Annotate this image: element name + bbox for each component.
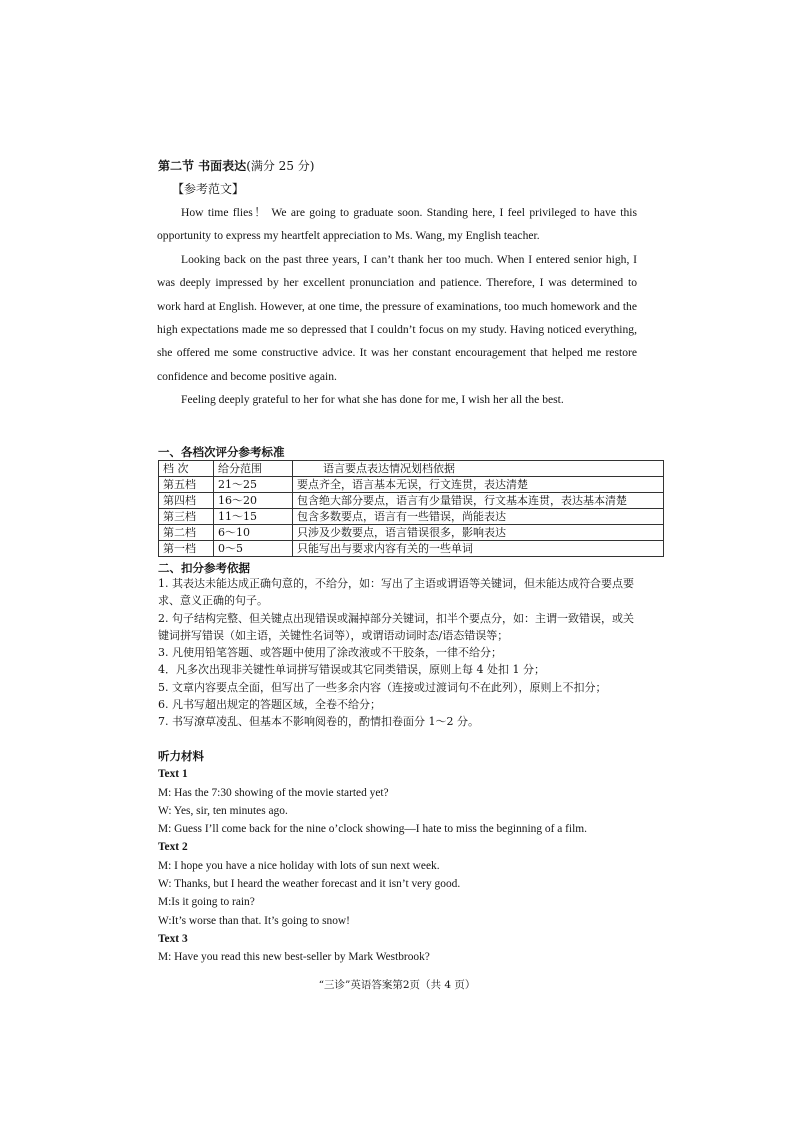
table-cell: 包含多数要点，语言有一些错误，尚能表达	[293, 509, 664, 525]
dialogue-line: M: Have you read this new best-seller by Mark Westbrook?	[158, 951, 430, 964]
table-cell: 要点齐全，语言基本无误，行文连贯，表达清楚	[293, 477, 664, 493]
rule-item: 3. 凡使用铅笔答题、或答题中使用了涂改液或不干胶条，一律不给分；	[158, 646, 502, 660]
reference-essay	[157, 201, 637, 412]
table-header: 档 次	[159, 461, 214, 477]
listening-material	[158, 747, 658, 967]
table-cell: 第四档	[159, 493, 214, 509]
rule-item: 2. 句子结构完整、但关键点出现错误或漏掉部分关键词，扣半个要点分，如：主谓一致错误，或关键词拼写错误（如主语，关键性名词等），或谓语动词时态/语态错误等；	[158, 611, 634, 642]
rule-item: 4．凡多次出现非关键性单词拼写错误或其它同类错误，原则上每 4 处扣 1 分；	[158, 663, 545, 677]
dialogue-line: M: I hope you have a nice holiday with lots of sun next week.	[158, 859, 440, 872]
text-title: Text 1	[158, 768, 188, 781]
text-title: Text 3	[158, 932, 188, 945]
page-footer: “三诊”英语答案第2页（共 4 页）	[318, 979, 476, 991]
table-header-row	[159, 461, 664, 477]
writing-section-title	[158, 157, 314, 174]
reference-essay-heading: 【参考范文】	[172, 182, 245, 196]
rule-item: 1. 其表达未能达成正确句意的，不给分，如：写出了主语或谓语等关键词，但未能达成符合要点要求、意义正确的句子。	[158, 577, 634, 608]
writing-score-note: (满分 25 分)	[246, 159, 315, 173]
text-title: Text 2	[158, 841, 188, 854]
table-row	[159, 493, 664, 509]
dialogue-line: W: Thanks, but I heard the weather forecast and it isn’t very good.	[158, 878, 461, 891]
dialogue-line: M:Is it going to rain?	[158, 896, 255, 909]
table-cell: 第一档	[159, 541, 214, 557]
table-cell: 只能写出与要求内容有关的一些单词	[293, 541, 664, 557]
table-row	[159, 541, 664, 557]
grading-table	[158, 460, 664, 557]
rule-item: 5. 文章内容要点全面，但写出了一些多余内容（连接或过渡词句不在此列），原则上不扣分；	[158, 680, 607, 694]
essay-paragraph: Feeling deeply grateful to her for what she has done for me, I wish her all the best.	[181, 393, 564, 407]
table-header: 语言要点表达情况划档依据	[293, 461, 664, 477]
essay-paragraph: Looking back on the past three years, I can’t thank her too much. When I entered senior high, I was deeply impressed by her excellent pronunciation and patience. Therefore, I was determined to work hard at English. However, at one time, the pressure of examinations, too much homework and the high expectations made me so depressed that I couldn’t focus on my study. Having noticed everything, she offered me some constructive advice. It was her constant encouragement that helped me restore confidence and become positive again.	[157, 252, 637, 383]
dialogue-line: W:It’s worse than that. It’s going to snow!	[158, 914, 350, 927]
table-cell: 第三档	[159, 509, 214, 525]
table-row	[159, 477, 664, 493]
table-row	[159, 509, 664, 525]
table-cell: 只涉及少数要点，语言错误很多，影响表达	[293, 525, 664, 541]
dialogue-line: M: Has the 7:30 showing of the movie started yet?	[158, 786, 389, 799]
table-cell: 11～15	[214, 509, 293, 525]
table-row	[159, 525, 664, 541]
dialogue-line: M: Guess I’ll come back for the nine o’clock showing—I hate to miss the beginning of a film.	[158, 823, 587, 836]
table-cell: 包含绝大部分要点，语言有少量错误，行文基本连贯，表达基本清楚	[293, 493, 664, 509]
rule-item: 7. 书写潦草凌乱、但基本不影响阅卷的，酌情扣卷面分 1～2 分。	[158, 715, 479, 729]
grading-standard-heading: 一、各档次评分参考标准	[158, 445, 285, 459]
writing-title-text: 第二节 书面表达	[158, 159, 247, 173]
rule-item: 6. 凡书写超出规定的答题区域，全卷不给分；	[158, 698, 381, 712]
deduction-heading: 二、扣分参考依据	[158, 561, 250, 575]
table-cell: 第二档	[159, 525, 214, 541]
table-header: 给分范围	[214, 461, 293, 477]
dialogue-line: W: Yes, sir, ten minutes ago.	[158, 804, 288, 817]
table-cell: 16～20	[214, 493, 293, 509]
deduction-rules	[158, 575, 642, 731]
table-cell: 第五档	[159, 477, 214, 493]
table-cell: 0～5	[214, 541, 293, 557]
table-cell: 21～25	[214, 477, 293, 493]
essay-paragraph: How time flies！ We are going to graduate soon. Standing here, I feel privileged to have this opportunity to express my heartfelt appreciation to Ms. Wang, my English teacher.	[157, 206, 637, 243]
table-cell: 6～10	[214, 525, 293, 541]
listening-heading: 听力材料	[158, 749, 204, 763]
